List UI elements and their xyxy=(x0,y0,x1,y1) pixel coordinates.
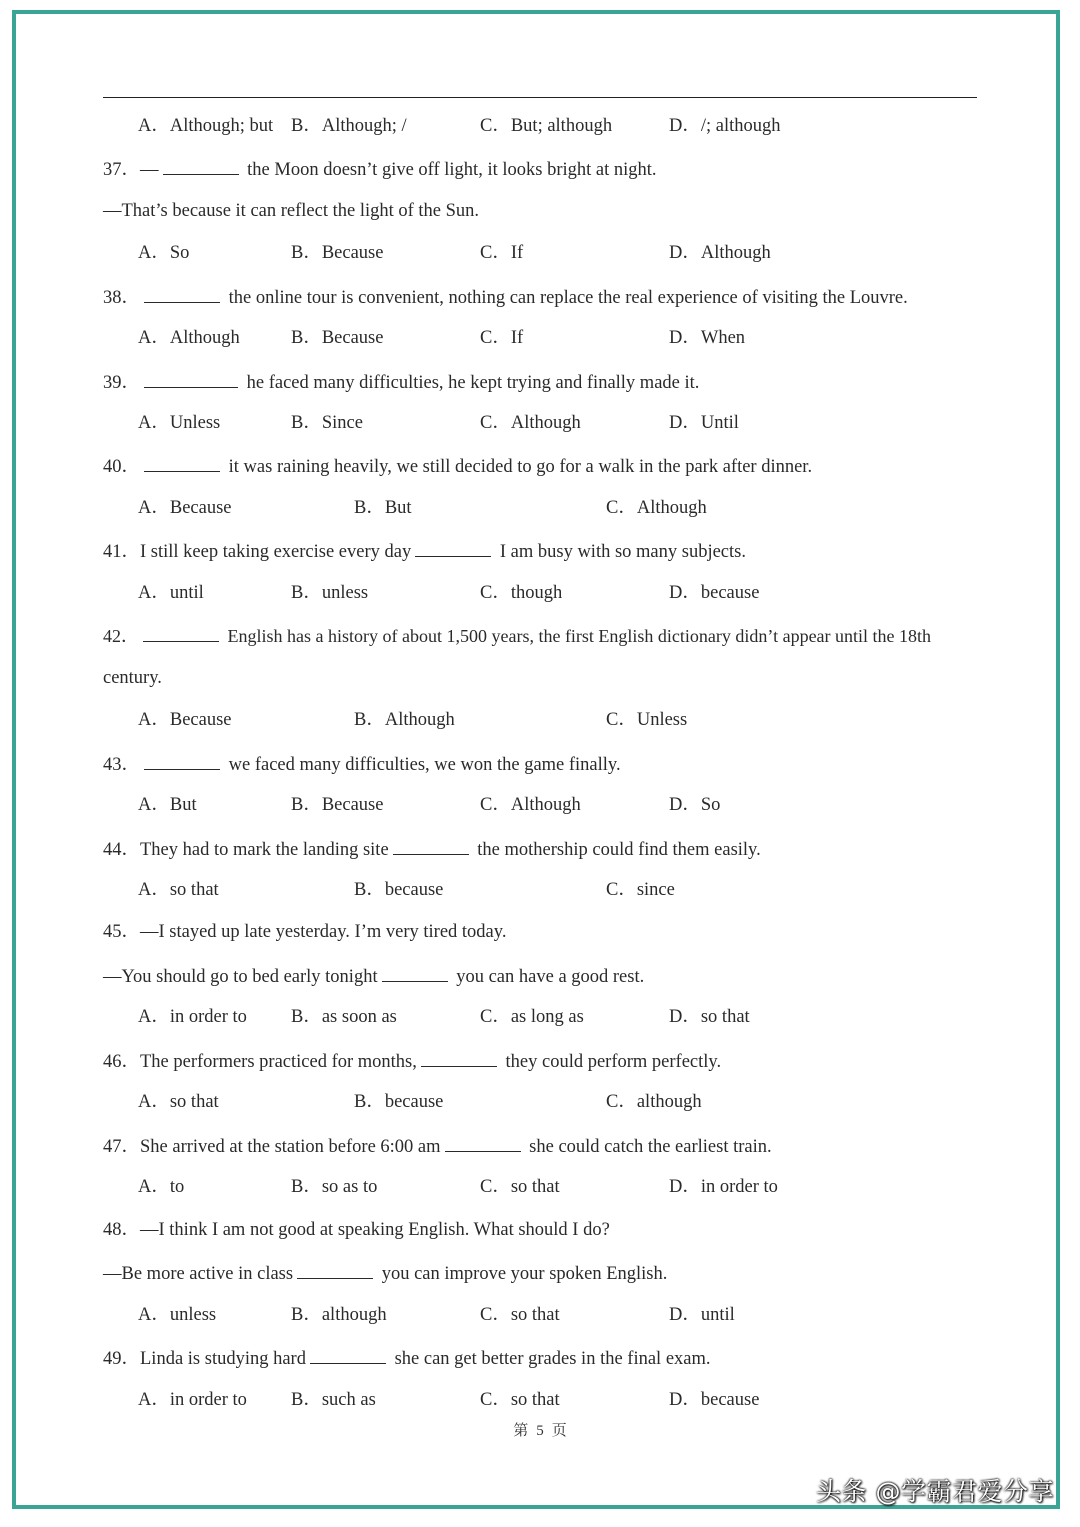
option-a: A．in order to xyxy=(138,1390,247,1410)
question-42-continued: century. xyxy=(103,668,162,688)
option-c: C．though xyxy=(480,583,563,603)
option-a: A．Because xyxy=(138,498,232,518)
option-d: D．Until xyxy=(669,413,739,433)
question-46: 46．The performers practiced for months, they could perform perfectly. xyxy=(103,1048,721,1074)
option-c: C．as long as xyxy=(480,1007,584,1027)
option-c: C．so that xyxy=(480,1390,560,1410)
question-45: 45．—I stayed up late yesterday. I’m very tired today. xyxy=(103,922,507,942)
answer-blank xyxy=(421,1048,497,1067)
option-a: A．But xyxy=(138,795,197,815)
option-b: B．Since xyxy=(291,413,363,433)
question-49: 49．Linda is studying hard she can get better grades in the final exam. xyxy=(103,1345,711,1371)
option-c: C．since xyxy=(606,880,675,900)
option-b: B．Because xyxy=(291,328,384,348)
option-c: C．If xyxy=(480,328,524,348)
answer-blank xyxy=(310,1345,386,1364)
option-c: C．Although xyxy=(606,498,707,518)
option-b: B．such as xyxy=(291,1390,376,1410)
question-43: 43． we faced many difficulties, we won the game finally. xyxy=(103,751,621,777)
option-d: D．until xyxy=(669,1305,735,1325)
option-a: A．Although; but xyxy=(138,116,274,136)
option-c: C．so that xyxy=(480,1177,560,1197)
option-b: B．Because xyxy=(291,243,384,263)
question-40: 40． it was raining heavily, we still decided to go for a walk in the park after dinner. xyxy=(103,453,812,479)
answer-blank xyxy=(393,836,469,855)
option-a: A．Because xyxy=(138,710,232,730)
question-38: 38． the online tour is convenient, nothing can replace the real experience of visiting the Louvre. xyxy=(103,284,908,310)
question-42: 42． English has a history of about 1,500 years, the first English dictionary didn’t appear until the 18th xyxy=(103,623,931,648)
question-37: 37．— the Moon doesn’t give off light, it looks bright at night. xyxy=(103,156,657,182)
option-a: A．in order to xyxy=(138,1007,247,1027)
question-47: 47．She arrived at the station before 6:00 am she could catch the earliest train. xyxy=(103,1133,772,1159)
option-c: C．although xyxy=(606,1092,702,1112)
option-d: D．When xyxy=(669,328,746,348)
answer-blank xyxy=(297,1260,373,1279)
answer-blank xyxy=(144,453,220,472)
question-41: 41．I still keep taking exercise every day I am busy with so many subjects. xyxy=(103,538,746,564)
option-b: B．so as to xyxy=(291,1177,378,1197)
answer-blank xyxy=(382,963,448,982)
option-b: B．although xyxy=(291,1305,387,1325)
question-44: 44．They had to mark the landing site the mothership could find them easily. xyxy=(103,836,761,862)
option-b: B．Because xyxy=(291,795,384,815)
question-48: 48．—I think I am not good at speaking English. What should I do? xyxy=(103,1220,610,1240)
option-b: B．unless xyxy=(291,583,369,603)
option-c: C．Although xyxy=(480,413,581,433)
option-d: D．Although xyxy=(669,243,771,263)
header-rule xyxy=(103,97,977,98)
option-c: C．But; although xyxy=(480,116,613,136)
option-a: A．so that xyxy=(138,1092,219,1112)
option-b: B．as soon as xyxy=(291,1007,397,1027)
option-b: B．because xyxy=(354,1092,444,1112)
answer-blank xyxy=(144,369,238,388)
option-a: A．until xyxy=(138,583,204,603)
option-d: D．because xyxy=(669,1390,760,1410)
option-a: A．Although xyxy=(138,328,240,348)
option-d: D．/; although xyxy=(669,116,781,136)
option-b: B．But xyxy=(354,498,412,518)
option-c: C．Although xyxy=(480,795,581,815)
option-c: C．so that xyxy=(480,1305,560,1325)
option-b: B．Although xyxy=(354,710,455,730)
option-a: A．so that xyxy=(138,880,219,900)
option-c: C．If xyxy=(480,243,524,263)
option-d: D．in order to xyxy=(669,1177,778,1197)
option-b: B．because xyxy=(354,880,444,900)
page-number: 第 5 页 xyxy=(513,1423,567,1439)
answer-blank xyxy=(143,623,219,642)
option-a: A．unless xyxy=(138,1305,217,1325)
option-a: A．So xyxy=(138,243,190,263)
answer-blank xyxy=(144,284,220,303)
question-39: 39． he faced many difficulties, he kept trying and finally made it. xyxy=(103,369,699,395)
option-d: D．So xyxy=(669,795,721,815)
option-a: A．Unless xyxy=(138,413,221,433)
option-a: A．to xyxy=(138,1177,185,1197)
answer-blank xyxy=(144,751,220,770)
answer-blank xyxy=(415,538,491,557)
option-b: B．Although; / xyxy=(291,116,407,136)
option-c: C．Unless xyxy=(606,710,688,730)
question-45-reply: —You should go to bed early tonight you can have a good rest. xyxy=(103,963,644,989)
question-48-reply: —Be more active in class you can improve your spoken English. xyxy=(103,1260,667,1286)
option-d: D．because xyxy=(669,583,760,603)
answer-blank xyxy=(445,1133,521,1152)
question-37-reply: —That’s because it can reflect the light of the Sun. xyxy=(103,201,480,221)
watermark: 头条 @学霸君爱分享 xyxy=(816,1477,1054,1506)
option-d: D．so that xyxy=(669,1007,750,1027)
answer-blank xyxy=(163,156,239,175)
